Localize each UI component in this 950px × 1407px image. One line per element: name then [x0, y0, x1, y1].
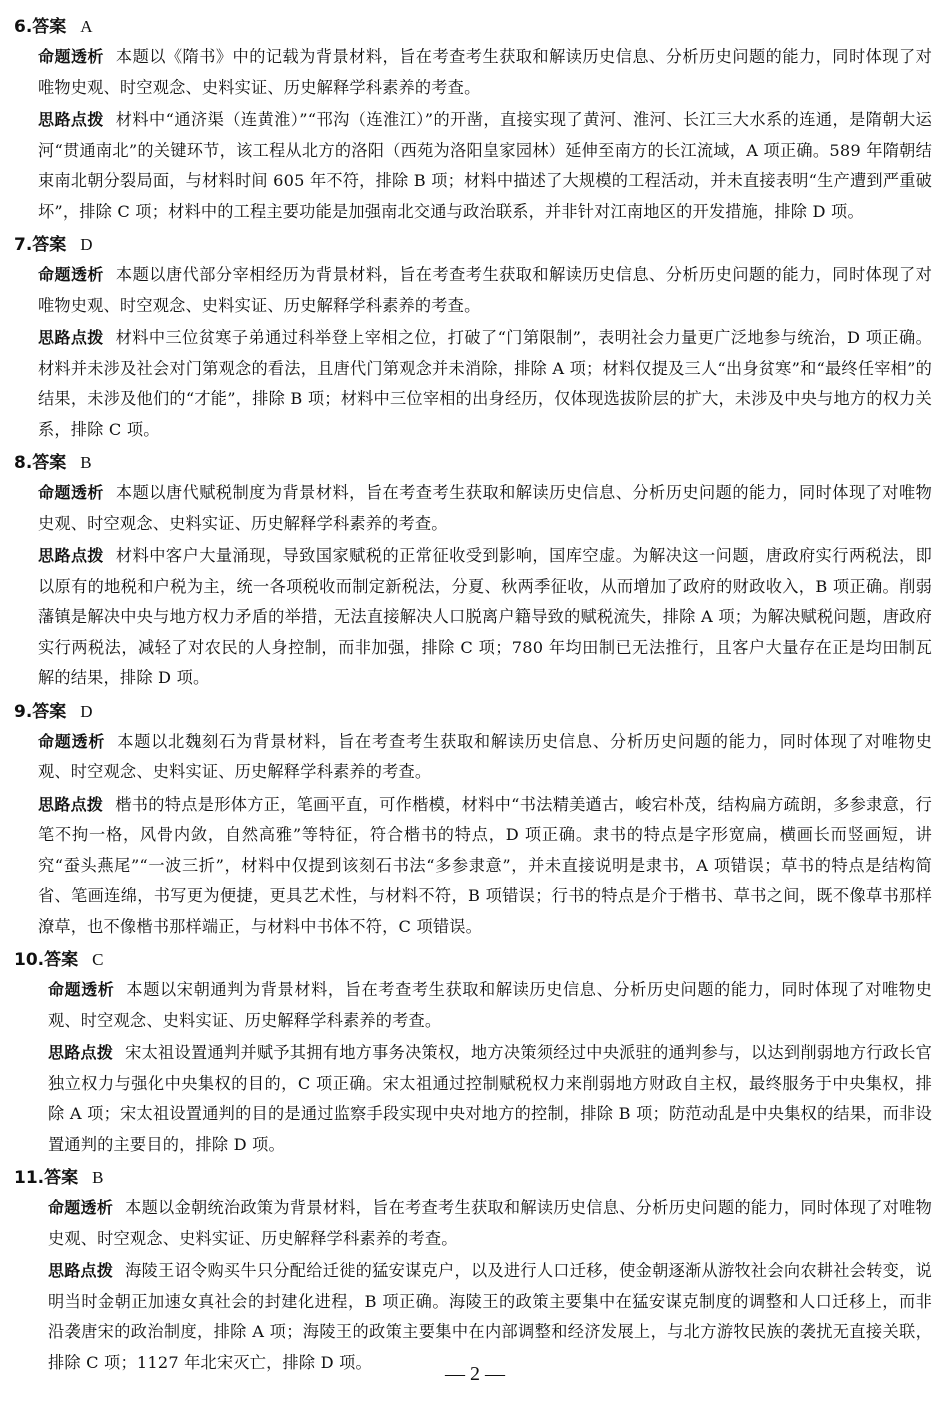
intent-text: 本题以金朝统治政策为背景材料，旨在考查考生获取和解读历史信息、分析历史问题的能力，同时体现了对唯物史观、时空观念、史料实证、历史解释学科素养的考查。: [48, 1198, 932, 1248]
answer-value: D: [80, 235, 93, 254]
intent-label: 命题透析: [38, 483, 104, 502]
hint-text: 材料中三位贫寒子弟通过科举登上宰相之位，打破了“门第限制”，表明社会力量更广泛地参与统治，D 项正确。材料并未涉及社会对门第观念的看法，且唐代门第观念并未消除，排除 A 项；材料仅提及三人“出身贫寒”和“最终任宰相”的结果，未涉及他们的“才能”，排除 B 项；材料中三位宰相的出身经历，仅体现选拔阶层的扩大，未涉及中央与地方的权力关系，排除 C 项。: [38, 328, 932, 439]
question-number: 9.: [14, 701, 33, 722]
answer-label: 答案: [32, 17, 67, 37]
intent-text: 本题以北魏刻石为背景材料，旨在考查考生获取和解读历史信息、分析历史问题的能力，同时体现了对唯物史观、时空观念、史料实证、历史解释学科素养的考查。: [38, 731, 932, 781]
intent-paragraph: [14, 1193, 932, 1254]
question-number: 6.: [14, 17, 33, 37]
intent-paragraph: [14, 975, 932, 1036]
page-number: — 2 —: [445, 1363, 505, 1385]
intent-paragraph: [14, 727, 932, 788]
answer-label: 答案: [32, 235, 67, 255]
question-block-9: [14, 697, 932, 943]
answer-label: 答案: [44, 950, 79, 970]
question-block-11: [14, 1163, 932, 1378]
question-block-10: [14, 945, 932, 1160]
intent-label: 命题透析: [48, 1198, 114, 1217]
answer-label: 答案: [32, 701, 67, 722]
intent-paragraph: [14, 42, 932, 103]
answer-label: 答案: [32, 453, 67, 473]
answer-line: [14, 1163, 932, 1193]
hint-text: 楷书的特点是形体方正，笔画平直，可作楷模，材料中“书法精美遒古，峻宕朴茂，结构扁方疏朗，多参隶意，行笔不拘一格，风骨内敛，自然高雅”等特征，符合楷书的特点，D 项正确。隶书的特点是字形宽扁，横画长而竖画短，讲究“蚕头燕尾”“一波三折”，材料中仅提到该刻石书法“多参隶意”，并未直接说明是隶书，A 项错误；草书的特点是结构简省、笔画连绵，书写更为便捷，更具艺术性，与材料不符，B 项错误；行书的特点是介于楷书、草书之间，既不像草书那样潦草，也不像楷书那样端正，与材料中书体不符，C 项错误。: [38, 794, 932, 936]
intent-text: 本题以宋朝通判为背景材料，旨在考查考生获取和解读历史信息、分析历史问题的能力，同时体现了对唯物史观、时空观念、史料实证、历史解释学科素养的考查。: [48, 980, 932, 1030]
intent-text: 本题以唐代部分宰相经历为背景材料，旨在考查考生获取和解读历史信息、分析历史问题的能力，同时体现了对唯物史观、时空观念、史料实证、历史解释学科素养的考查。: [38, 265, 933, 315]
hint-paragraph: [14, 541, 932, 694]
hint-label: 思路点拨: [48, 1261, 114, 1280]
hint-paragraph: [14, 105, 932, 227]
intent-text: 本题以《隋书》中的记载为背景材料，旨在考查考生获取和解读历史信息、分析历史问题的能力，同时体现了对唯物史观、时空观念、史料实证、历史解释学科素养的考查。: [38, 47, 933, 97]
hint-paragraph: [14, 1256, 932, 1378]
intent-text: 本题以唐代赋税制度为背景材料，旨在考查考生获取和解读历史信息、分析历史问题的能力，同时体现了对唯物史观、时空观念、史料实证、历史解释学科素养的考查。: [38, 483, 933, 533]
hint-text: 海陵王诏令购买牛只分配给迁徙的猛安谋克户，以及进行人口迁移，使金朝逐渐从游牧社会向农耕社会转变，说明当时金朝正加速女真社会的封建化进程，B 项正确。海陵王的政策主要集中在猛安谋克制度的调整和人口迁移上，而非沿袭唐宋的政治制度，排除 A 项；海陵王的政策主要集中在内部调整和经济发展上，与北方游牧民族的袭扰无直接关联，排除 C 项；1127 年北宋灭亡，排除 D 项。: [48, 1261, 932, 1372]
answer-line: [14, 12, 932, 42]
hint-paragraph: [14, 1038, 932, 1160]
question-block-8: [14, 448, 932, 694]
intent-label: 命题透析: [38, 265, 104, 284]
answer-page: [14, 12, 932, 1381]
answer-value: C: [92, 950, 104, 969]
hint-label: 思路点拨: [38, 328, 104, 347]
hint-label: 思路点拨: [38, 546, 104, 565]
hint-text: 宋太祖设置通判并赋予其拥有地方事务决策权，地方决策须经过中央派驻的通判参与，以达到削弱地方行政长官独立权力与强化中央集权的目的，C 项正确。宋太祖通过控制赋税权力来削弱地方财政自主权，最终服务于中央集权，排除 A 项；宋太祖设置通判的目的是通过监察手段实现中央对地方的控制，排除 B 项；防范动乱是中央集权的结果，而非设置通判的主要目的，排除 D 项。: [48, 1043, 932, 1154]
hint-text: 材料中客户大量涌现，导致国家赋税的正常征收受到影响，国库空虚。为解决这一问题，唐政府实行两税法，即以原有的地税和户税为主，统一各项税收而制定新税法，分夏、秋两季征收，从而增加了政府的财政收入，B 项正确。削弱藩镇是解决中央与地方权力矛盾的举措，无法直接解决人口脱离户籍导致的赋税流失，排除 A 项；为解决赋税问题，唐政府实行两税法，减轻了对农民的人身控制，而非加强，排除 C 项；780 年均田制已无法推行，且客户大量存在正是均田制瓦解的结果，排除 D 项。: [38, 546, 933, 687]
question-number: 7.: [14, 235, 33, 255]
hint-label: 思路点拨: [38, 110, 104, 129]
answer-value: B: [80, 453, 92, 472]
intent-paragraph: [14, 478, 932, 539]
hint-paragraph: [14, 790, 932, 943]
intent-paragraph: [14, 260, 932, 321]
answer-line: [14, 230, 932, 260]
hint-text: 材料中“通济渠（连黄淮）”“邗沟（连淮江）”的开凿，直接实现了黄河、淮河、长江三大水系的连通，是隋朝大运河“贯通南北”的关键环节，该工程从北方的洛阳（西苑为洛阳皇家园林）延伸至南方的长江流域，A 项正确。589 年隋朝结束南北朝分裂局面，与材料时间 605 年不符，排除 B 项；材料中描述了大规模的工程活动，并未直接表明“生产遭到严重破坏”，排除 C 项；材料中的工程主要功能是加强南北交通与政治联系，并非针对江南地区的开发措施，排除 D 项。: [38, 110, 932, 221]
answer-label: 答案: [44, 1168, 79, 1188]
question-number: 11.: [14, 1168, 45, 1188]
question-number: 8.: [14, 453, 33, 473]
question-block-7: [14, 230, 932, 445]
answer-line: [14, 945, 932, 975]
intent-label: 命题透析: [48, 980, 115, 999]
question-block-6: [14, 12, 932, 227]
hint-label: 思路点拨: [38, 794, 104, 814]
hint-paragraph: [14, 323, 932, 445]
hint-label: 思路点拨: [48, 1043, 114, 1062]
question-number: 10.: [14, 950, 45, 970]
intent-label: 命题透析: [38, 731, 106, 751]
answer-line: [14, 448, 932, 478]
answer-value: B: [92, 1168, 104, 1187]
answer-line: [14, 697, 932, 727]
intent-label: 命题透析: [38, 47, 104, 66]
answer-value: D: [80, 701, 93, 721]
answer-value: A: [80, 17, 93, 36]
